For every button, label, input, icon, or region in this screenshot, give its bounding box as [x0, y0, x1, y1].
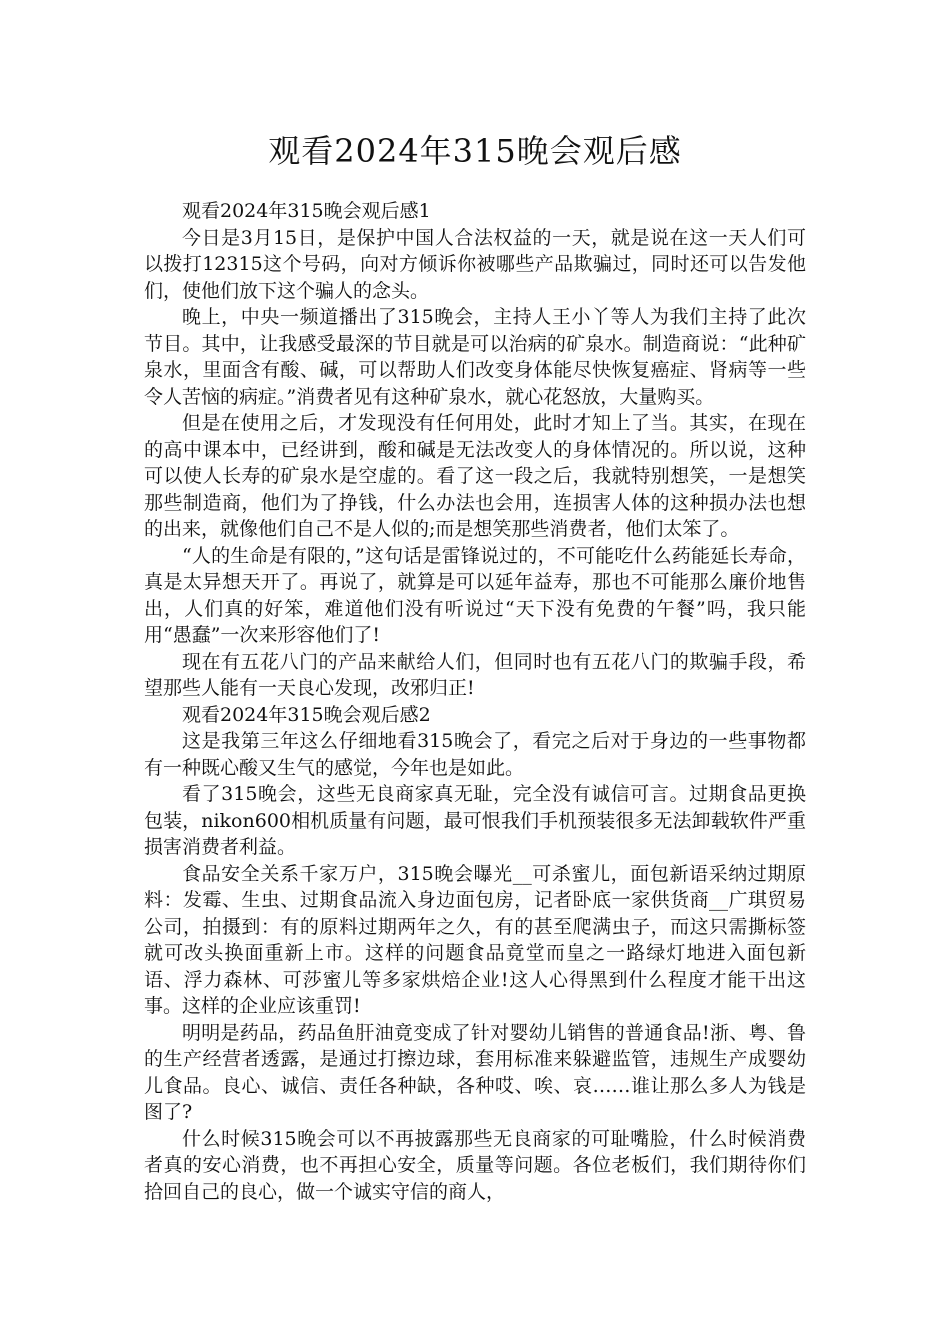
essay-section-2	[144, 702, 806, 1206]
section-heading: 观看2024年315晚会观后感1	[182, 200, 431, 222]
document-body	[144, 198, 806, 1205]
paragraph: 这是我第三年这么仔细地看315晚会了，看完之后对于身边的一些事物都有一种既心酸又生气的感觉，今年也是如此。	[144, 730, 806, 779]
document-title: 观看2024年315晚会观后感	[268, 132, 682, 170]
paragraph: 看了315晚会，这些无良商家真无耻，完全没有诚信可言。过期食品更换包装，nikon600相机质量有问题，最可恨我们手机预装很多无法卸载软件严重损害消费者利益。	[144, 783, 806, 858]
paragraph: 食品安全关系千家万户，315晚会曝光__可杀蜜儿，面包新语采纳过期原料：发霉、生虫、过期食品流入身边面包房，记者卧底一家供货商__广琪贸易公司，拍摄到：有的原料过期两年之久，有的甚至爬满虫子，而这只需撕标签就可改头换面重新上市。这样的问题食品竟堂而皇之一路绿灯地进入面包新语、浮力森林、可莎蜜儿等多家烘焙企业!这人心得黑到什么程度才能干出这事。这样的企业应该重罚!	[144, 862, 806, 1017]
paragraph: 晚上，中央一频道播出了315晚会，主持人王小丫等人为我们主持了此次节目。其中，让我感受最深的节目就是可以治病的矿泉水。制造商说：“此种矿泉水，里面含有酸、碱，可以帮助人们改变身体能尽快恢复癌症、肾病等一些令人苦恼的病症。”消费者见有这种矿泉水，就心花怒放，大量购买。	[144, 306, 806, 408]
section-heading: 观看2024年315晚会观后感2	[182, 703, 431, 726]
essay-section-1	[144, 198, 806, 702]
paragraph: 今日是3月15日，是保护中国人合法权益的一天，就是说在这一天人们可以拨打12315这个号码，向对方倾诉你被哪些产品欺骗过，同时还可以告发他们，使他们放下这个骗人的念头。	[144, 226, 806, 302]
paragraph: 现在有五花八门的产品来献给人们，但同时也有五花八门的欺骗手段，希望那些人能有一天良心发现，改邪归正!	[144, 650, 806, 699]
paragraph: “人的生命是有限的，”这句话是雷锋说过的，不可能吃什么药能延长寿命，真是太异想天开了。再说了，就算是可以延年益寿，那也不可能那么廉价地售出，人们真的好笨，难道他们没有听说过“天下没有免费的午餐”吗，我只能用“愚蠢”一次来形容他们了!	[144, 544, 806, 646]
paragraph: 什么时候315晚会可以不再披露那些无良商家的可耻嘴脸，什么时候消费者真的安心消费，也不再担心安全，质量等问题。各位老板们，我们期待你们拾回自己的良心，做一个诚实守信的商人，	[144, 1127, 806, 1203]
paragraph: 但是在使用之后，才发现没有任何用处，此时才知上了当。其实，在现在的高中课本中，已经讲到，酸和碱是无法改变人的身体情况的。所以说，这种可以使人长寿的矿泉水是空虚的。看了这一段之后，我就特别想笑，一是想笑那些制造商，他们为了挣钱，什么办法也会用，连损害人体的这种损办法也想的出来，就像他们自己不是人似的;而是想笑那些消费者，他们太笨了。	[144, 412, 806, 540]
paragraph: 明明是药品，药品鱼肝油竟变成了针对婴幼儿销售的普通食品!浙、粤、鲁的生产经营者透露，是通过打擦边球，套用标准来躲避监管，违规生产成婴幼儿食品。良心、诚信、责任各种缺，各种哎、唉、哀……谁让那么多人为钱是图了?	[144, 1021, 806, 1123]
